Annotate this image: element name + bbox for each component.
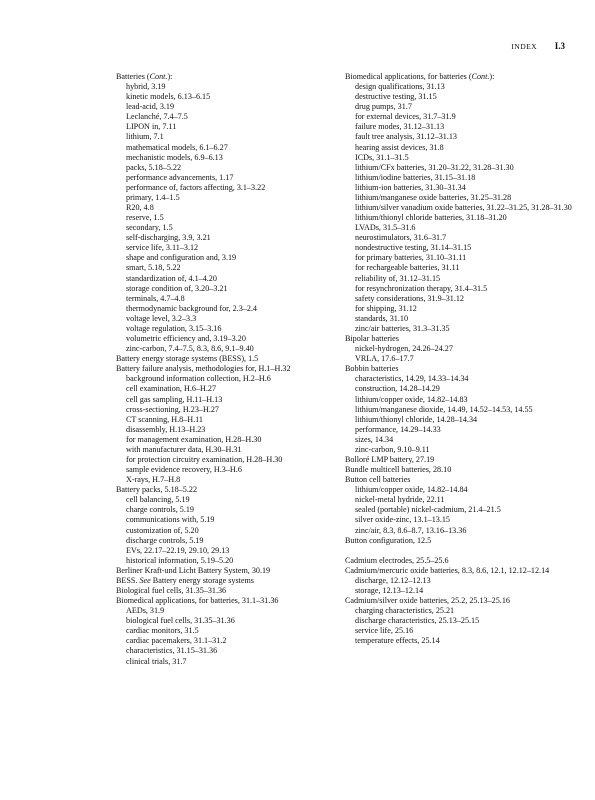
index-subentry: clinical trials, 31.7 xyxy=(126,656,187,666)
index-subentry: reliability of, 31.12–31.15 xyxy=(355,273,441,283)
index-subentry: lithium/copper oxide, 14.82–14.84 xyxy=(355,485,468,495)
index-subentry: for shipping, 31.12 xyxy=(355,303,417,313)
index-column-left xyxy=(116,72,356,667)
index-subentry: characteristics, 31.15–31.36 xyxy=(126,646,218,656)
index-subentry: temperature effects, 25.14 xyxy=(355,636,440,646)
index-subentry: LIPON in, 7.11 xyxy=(126,122,177,132)
index-subentry: nickel-hydrogen, 24.26–24.27 xyxy=(355,344,453,354)
index-subentry: volumetric efficiency and, 3.19–3.20 xyxy=(126,334,246,344)
index-subentry: lithium/copper oxide, 14.82–14.83 xyxy=(355,394,468,404)
index-subentry: AEDs, 31.9 xyxy=(126,606,165,616)
index-subentry: voltage level, 3.2–3.3 xyxy=(126,313,197,323)
index-subentry: discharge controls, 5.19 xyxy=(126,535,204,545)
index-subentry: for protection circuitry examination, H.28–H.30 xyxy=(126,454,283,464)
index-subentry: discharge characteristics, 25.13–25.15 xyxy=(355,616,480,626)
index-subentry: historical information, 5.19–5.20 xyxy=(126,555,234,565)
index-subentry: cell gas sampling, H.11–H.13 xyxy=(126,394,223,404)
index-subentry: lithium/manganese oxide batteries, 31.25–31.28 xyxy=(355,192,512,202)
index-subentry: hearing assist devices, 31.8 xyxy=(355,142,444,152)
index-subentry: neurostimulators, 31.6–31.7 xyxy=(355,233,447,243)
index-main-entry: Button cell batteries xyxy=(345,475,411,485)
index-subentry: zinc-carbon, 9.10–9.11 xyxy=(355,444,430,454)
index-subentry: cardiac pacemakers, 31.1–31.2 xyxy=(126,636,227,646)
index-subentry: lithium/thionyl chloride, 14.28–14.34 xyxy=(355,414,478,424)
index-subentry: Leclanché, 7.4–7.5 xyxy=(126,112,188,122)
index-subentry: for primary batteries, 31.10–31.11 xyxy=(355,253,467,263)
index-column-right xyxy=(345,72,585,646)
index-main-entry: Battery packs, 5.18–5.22 xyxy=(116,485,198,495)
index-main-entry: Batteries (Cont.): xyxy=(116,72,173,81)
index-main-entry: Berliner Kraft-und Licht Battery System, 30.19 xyxy=(116,565,271,575)
index-subentry: service life, 3.11–3.12 xyxy=(126,243,199,253)
index-subentry: performance advancements, 1.17 xyxy=(126,172,234,182)
index-subentry: zinc/air batteries, 31.3–31.35 xyxy=(355,323,450,333)
index-main-entry: Biological fuel cells, 31.35–31.36 xyxy=(116,585,227,595)
index-subentry: zinc-carbon, 7.4–7.5, 8.3, 8.6, 9.1–9.40 xyxy=(126,344,254,354)
index-subentry: X-rays, H.7–H.8 xyxy=(126,475,181,485)
index-subentry: secondary, 1.5 xyxy=(126,223,173,233)
index-subentry: for resynchronization therapy, 31.4–31.5 xyxy=(355,283,488,293)
index-subentry: VRLA, 17.6–17.7 xyxy=(355,354,414,364)
index-subentry: storage, 12.13–12.14 xyxy=(355,585,424,595)
index-subentry: lithium/silver vanadium oxide batteries, 31.22–31.25, 31.28–31.30 xyxy=(355,203,572,213)
index-subentry: thermodynamic background for, 2.3–2.4 xyxy=(126,303,257,313)
index-subentry: communications with, 5.19 xyxy=(126,515,215,525)
index-subentry: customization of, 5.20 xyxy=(126,525,199,535)
index-subentry: lithium/CFx batteries, 31.20–31.22, 31.28–31.30 xyxy=(355,162,514,172)
section-gap xyxy=(345,546,585,556)
index-subentry: performance of, factors affecting, 3.1–3.22 xyxy=(126,182,266,192)
index-subentry: packs, 5.18–5.22 xyxy=(126,162,182,172)
section-label: INDEX xyxy=(511,42,537,51)
index-subentry: lithium/manganese dioxide, 14.49, 14.52–14.53, 14.55 xyxy=(355,404,533,414)
index-main-entry: Cadmium/mercuric oxide batteries, 8.3, 8.6, 12.1, 12.12–12.14 xyxy=(345,565,550,575)
index-subentry: lithium/thionyl chloride batteries, 31.18–31.20 xyxy=(355,213,507,223)
index-subentry: shape and configuration and, 3.19 xyxy=(126,253,237,263)
index-subentry: zinc/air, 8.3, 8.6–8.7, 13.16–13.36 xyxy=(355,525,467,535)
index-subentry: sizes, 14.34 xyxy=(355,434,394,444)
index-subentry: biological fuel cells, 31.35–31.36 xyxy=(126,616,235,626)
index-subentry: lithium, 7.1 xyxy=(126,132,164,142)
index-subentry: cross-sectioning, H.23–H.27 xyxy=(126,404,219,414)
index-subentry: cell examination, H.6–H.27 xyxy=(126,384,217,394)
index-subentry: reserve, 1.5 xyxy=(126,213,164,223)
index-subentry: background information collection, H.2–H.6 xyxy=(126,374,271,384)
index-subentry: discharge, 12.12–12.13 xyxy=(355,575,431,585)
index-subentry: lithium/iodine batteries, 31.15–31.18 xyxy=(355,172,476,182)
index-subentry: characteristics, 14.29, 14.33–14.34 xyxy=(355,374,469,384)
index-main-entry: Battery energy storage systems (BESS), 1.5 xyxy=(116,354,259,364)
index-subentry: charge controls, 5.19 xyxy=(126,505,194,515)
index-subentry: terminals, 4.7–4.8 xyxy=(126,293,185,303)
index-subentry: for rechargeable batteries, 31.11 xyxy=(355,263,460,273)
index-main-entry: Bipolar batteries xyxy=(345,334,399,344)
index-main-entry: Button configuration, 12.5 xyxy=(345,535,432,545)
index-subentry: mathematical models, 6.1–6.27 xyxy=(126,142,228,152)
index-subentry: voltage regulation, 3.15–3.16 xyxy=(126,323,222,333)
index-subentry: silver oxide-zinc, 13.1–13.15 xyxy=(355,515,450,525)
index-main-entry: Cadmium/silver oxide batteries, 25.2, 25.13–25.16 xyxy=(345,595,510,605)
running-header xyxy=(0,42,595,54)
index-subentry: nickel-metal hydride, 22.11 xyxy=(355,495,445,505)
index-subentry: hybrid, 3.19 xyxy=(126,82,166,92)
index-subentry: drug pumps, 31.7 xyxy=(355,102,412,112)
index-subentry: standardization of, 4.1–4.20 xyxy=(126,273,217,283)
index-subentry: CT scanning, H.8–H.11 xyxy=(126,414,203,424)
index-subentry: LVADs, 31.5–31.6 xyxy=(355,223,416,233)
index-main-entry: Cadmium electrodes, 25.5–25.6 xyxy=(345,555,449,565)
index-subentry: design qualifications, 31.13 xyxy=(355,82,445,92)
page-number: I.3 xyxy=(554,41,565,51)
index-main-entry: Battery failure analysis, methodologies for, H.1–H.32 xyxy=(116,364,291,374)
index-subentry: sealed (portable) nickel-cadmium, 21.4–21.5 xyxy=(355,505,501,515)
index-subentry: failure modes, 31.12–31.13 xyxy=(355,122,445,132)
index-main-entry: Bobbin batteries xyxy=(345,364,399,374)
index-subentry: EVs, 22.17–22.19, 29.10, 29.13 xyxy=(126,545,230,555)
index-subentry: standards, 31.10 xyxy=(355,313,409,323)
index-subentry: safety considerations, 31.9–31.12 xyxy=(355,293,464,303)
index-subentry: disassembly, H.13–H.23 xyxy=(126,424,206,434)
index-subentry: smart, 5.18, 5.22 xyxy=(126,263,181,273)
index-main-entry: Biomedical applications, for batteries (Cont.): xyxy=(345,72,495,81)
index-subentry: service life, 25.16 xyxy=(355,626,414,636)
index-subentry: cell balancing, 5.19 xyxy=(126,495,190,505)
index-subentry: performance, 14.29–14.33 xyxy=(355,424,441,434)
index-subentry: for management examination, H.28–H.30 xyxy=(126,434,262,444)
index-subentry: self-discharging, 3.9, 3.21 xyxy=(126,233,211,243)
index-main-entry: Bolloré LMP battery, 27.19 xyxy=(345,454,435,464)
index-subentry: lithium-ion batteries, 31.30–31.34 xyxy=(355,182,466,192)
index-subentry: nondestructive testing, 31.14–31.15 xyxy=(355,243,472,253)
index-subentry: kinetic models, 6.13–6.15 xyxy=(126,92,211,102)
index-subentry: R20, 4.8 xyxy=(126,203,154,213)
index-subentry: charging characteristics, 25.21 xyxy=(355,606,455,616)
index-subentry: primary, 1.4–1.5 xyxy=(126,192,180,202)
index-subentry: cardiac monitors, 31.5 xyxy=(126,626,199,636)
index-main-entry: Biomedical applications, for batteries, 31.1–31.36 xyxy=(116,596,279,606)
index-main-entry: BESS. See Battery energy storage systems xyxy=(116,575,254,585)
index-subentry: ICDs, 31.1–31.5 xyxy=(355,152,409,162)
index-subentry: construction, 14.28–14.29 xyxy=(355,384,440,394)
index-subentry: for external devices, 31.7–31.9 xyxy=(355,112,456,122)
index-main-entry: Bundle multicell batteries, 28.10 xyxy=(345,465,452,475)
index-subentry: destructive testing, 31.15 xyxy=(355,92,437,102)
index-subentry: sample evidence recovery, H.3–H.6 xyxy=(126,465,242,475)
index-subentry: mechanistic models, 6.9–6.13 xyxy=(126,152,223,162)
index-subentry: lead-acid, 3.19 xyxy=(126,102,175,112)
index-subentry: storage condition of, 3.20–3.21 xyxy=(126,283,228,293)
index-subentry: fault tree analysis, 31.12–31.13 xyxy=(355,132,457,142)
index-subentry: with manufacturer data, H.30–H.31 xyxy=(126,444,242,454)
